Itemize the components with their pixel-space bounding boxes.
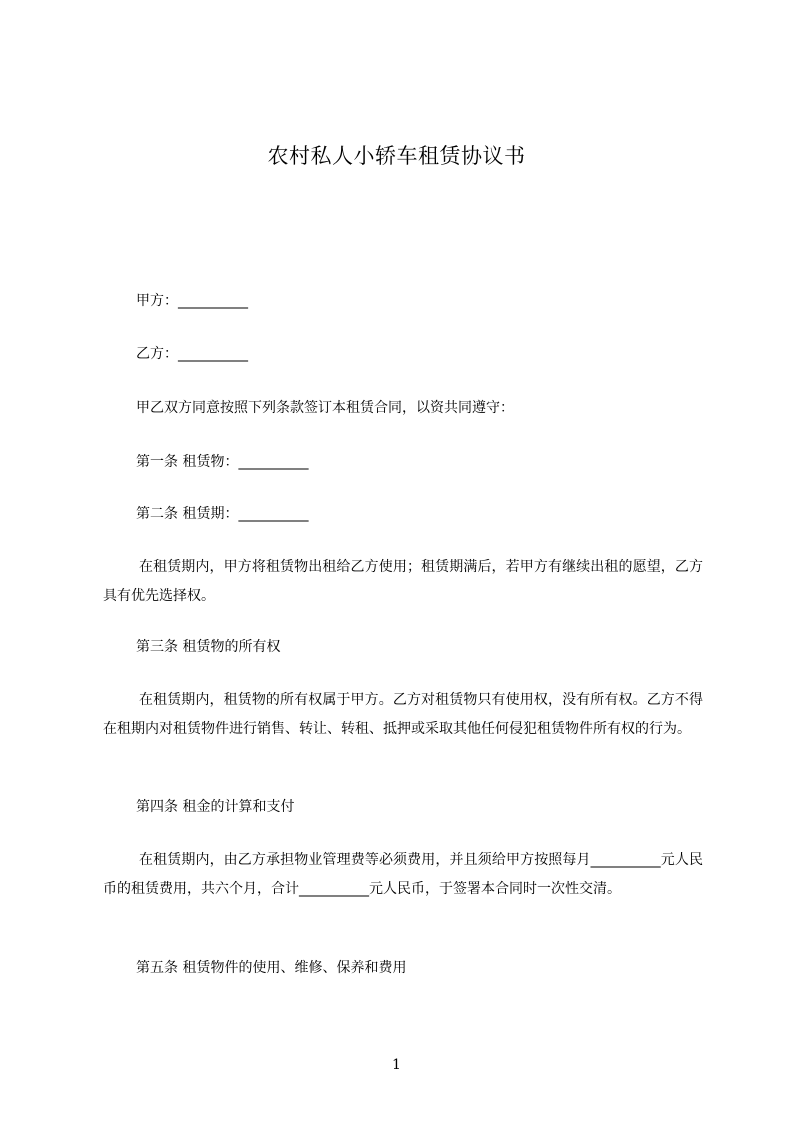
article-1-heading: 第一条 租赁物：__________ bbox=[136, 454, 309, 470]
intro-paragraph: 甲乙双方同意按照下列条款签订本租赁合同，以资共同遵守： bbox=[136, 400, 514, 416]
article-3-heading: 第三条 租赁物的所有权 bbox=[136, 639, 281, 655]
document-title: 农村私人小轿车租赁协议书 bbox=[267, 144, 526, 168]
article-5-heading: 第五条 租赁物件的使用、维修、保养和费用 bbox=[136, 960, 407, 976]
page-number: 1 bbox=[392, 1057, 401, 1073]
article-2-heading: 第二条 租赁期：__________ bbox=[136, 506, 309, 522]
article-4-heading: 第四条 租金的计算和支付 bbox=[136, 799, 295, 815]
article-4-body: 在租赁期内，由乙方承担物业管理费等必须费用，并且须给甲方按照每月__________元人民币的租赁费用，共六个月，合计__________元人民币，于签署本合同时一次性交清。 bbox=[103, 852, 703, 897]
party-b-line: 乙方：__________ bbox=[136, 346, 248, 362]
article-3-body: 在租赁期内，租赁物的所有权属于甲方。乙方对租赁物只有使用权，没有所有权。乙方不得在租期内对租赁物件进行销售、转让、转租、抵押或采取其他任何侵犯租赁物件所有权的行为。 bbox=[103, 692, 703, 737]
party-a-line: 甲方：__________ bbox=[136, 293, 248, 309]
article-2-body: 在租赁期内，甲方将租赁物出租给乙方使用；租赁期满后，若甲方有继续出租的愿望，乙方具有优先选择权。 bbox=[103, 559, 703, 604]
